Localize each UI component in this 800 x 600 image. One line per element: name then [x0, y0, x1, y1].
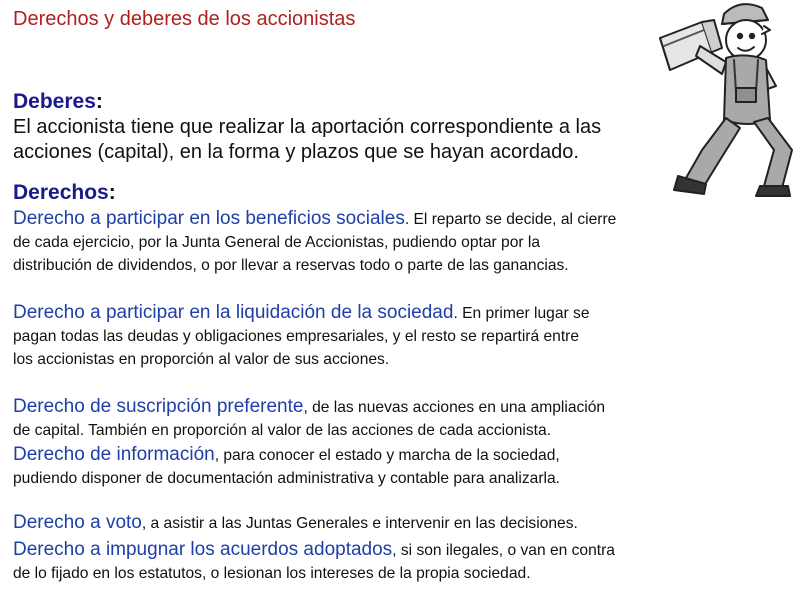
derechos-heading [13, 180, 116, 206]
derecho-impugnar-text: , si son ilegales, o van en contra [392, 542, 615, 559]
boy-carrying-box-icon [652, 0, 800, 200]
deberes-heading-colon: : [95, 90, 103, 113]
derecho-beneficios [13, 207, 616, 277]
derecho-beneficios-line-3: distribución de dividendos, o por llevar a reservas todo o parte de las ganancias. [13, 257, 569, 274]
deberes-heading-text: Deberes [13, 90, 96, 113]
derecho-beneficios-line-2: de cada ejercicio, por la Junta General de Accionistas, pudiendo optar por la [13, 234, 541, 251]
deberes-line-2: acciones (capital), en la forma y plazos que se hayan acordado. [13, 141, 579, 163]
derechos-heading-text: Derechos [13, 181, 109, 204]
derecho-suscripcion [13, 395, 605, 442]
derecho-liquidacion-line-3: los accionistas en proporción al valor de sus acciones. [13, 351, 390, 368]
deberes-heading [13, 89, 601, 115]
derecho-liquidacion [13, 301, 590, 371]
derecho-impugnar-term: Derecho a impugnar los acuerdos adoptados [13, 539, 393, 560]
derecho-beneficios-text: . El reparto se decide, al cierre [404, 211, 617, 228]
slide-title: Derechos y deberes de los accionistas [13, 8, 356, 30]
derecho-suscripcion-line-2: de capital. También en proporción al valor de las acciones de cada accionista. [13, 422, 552, 439]
derecho-voto-term: Derecho a voto [13, 512, 142, 533]
derecho-voto [13, 511, 578, 535]
deberes-section [13, 89, 601, 165]
derecho-liquidacion-text: . En primer lugar se [453, 305, 590, 322]
derechos-section [13, 180, 116, 206]
derecho-liquidacion-line-2: pagan todas las deudas y obligaciones empresariales, y el resto se repartirá entre [13, 328, 580, 345]
derecho-beneficios-term: Derecho a participar en los beneficios sociales [13, 208, 405, 229]
derechos-heading-colon: : [108, 181, 116, 204]
derecho-liquidacion-term: Derecho a participar en la liquidación de la sociedad [13, 302, 454, 323]
derecho-impugnar [13, 538, 615, 585]
derecho-informacion-line-2: pudiendo disponer de documentación administrativa y contable para analizarla. [13, 470, 560, 487]
derecho-informacion-term: Derecho de información [13, 444, 215, 465]
derecho-voto-text: , a asistir a las Juntas Generales e intervenir en las decisiones. [141, 515, 578, 532]
derecho-suscripcion-term: Derecho de suscripción preferente [13, 396, 304, 417]
derecho-informacion [13, 443, 560, 490]
derecho-informacion-text: , para conocer el estado y marcha de la sociedad, [214, 447, 560, 464]
deberes-line-1: El accionista tiene que realizar la aportación correspondiente a las [13, 116, 602, 138]
derecho-suscripcion-text: , de las nuevas acciones en una ampliación [303, 399, 606, 416]
derecho-impugnar-line-2: de lo fijado en los estatutos, o lesionan los intereses de la propia sociedad. [13, 565, 531, 582]
